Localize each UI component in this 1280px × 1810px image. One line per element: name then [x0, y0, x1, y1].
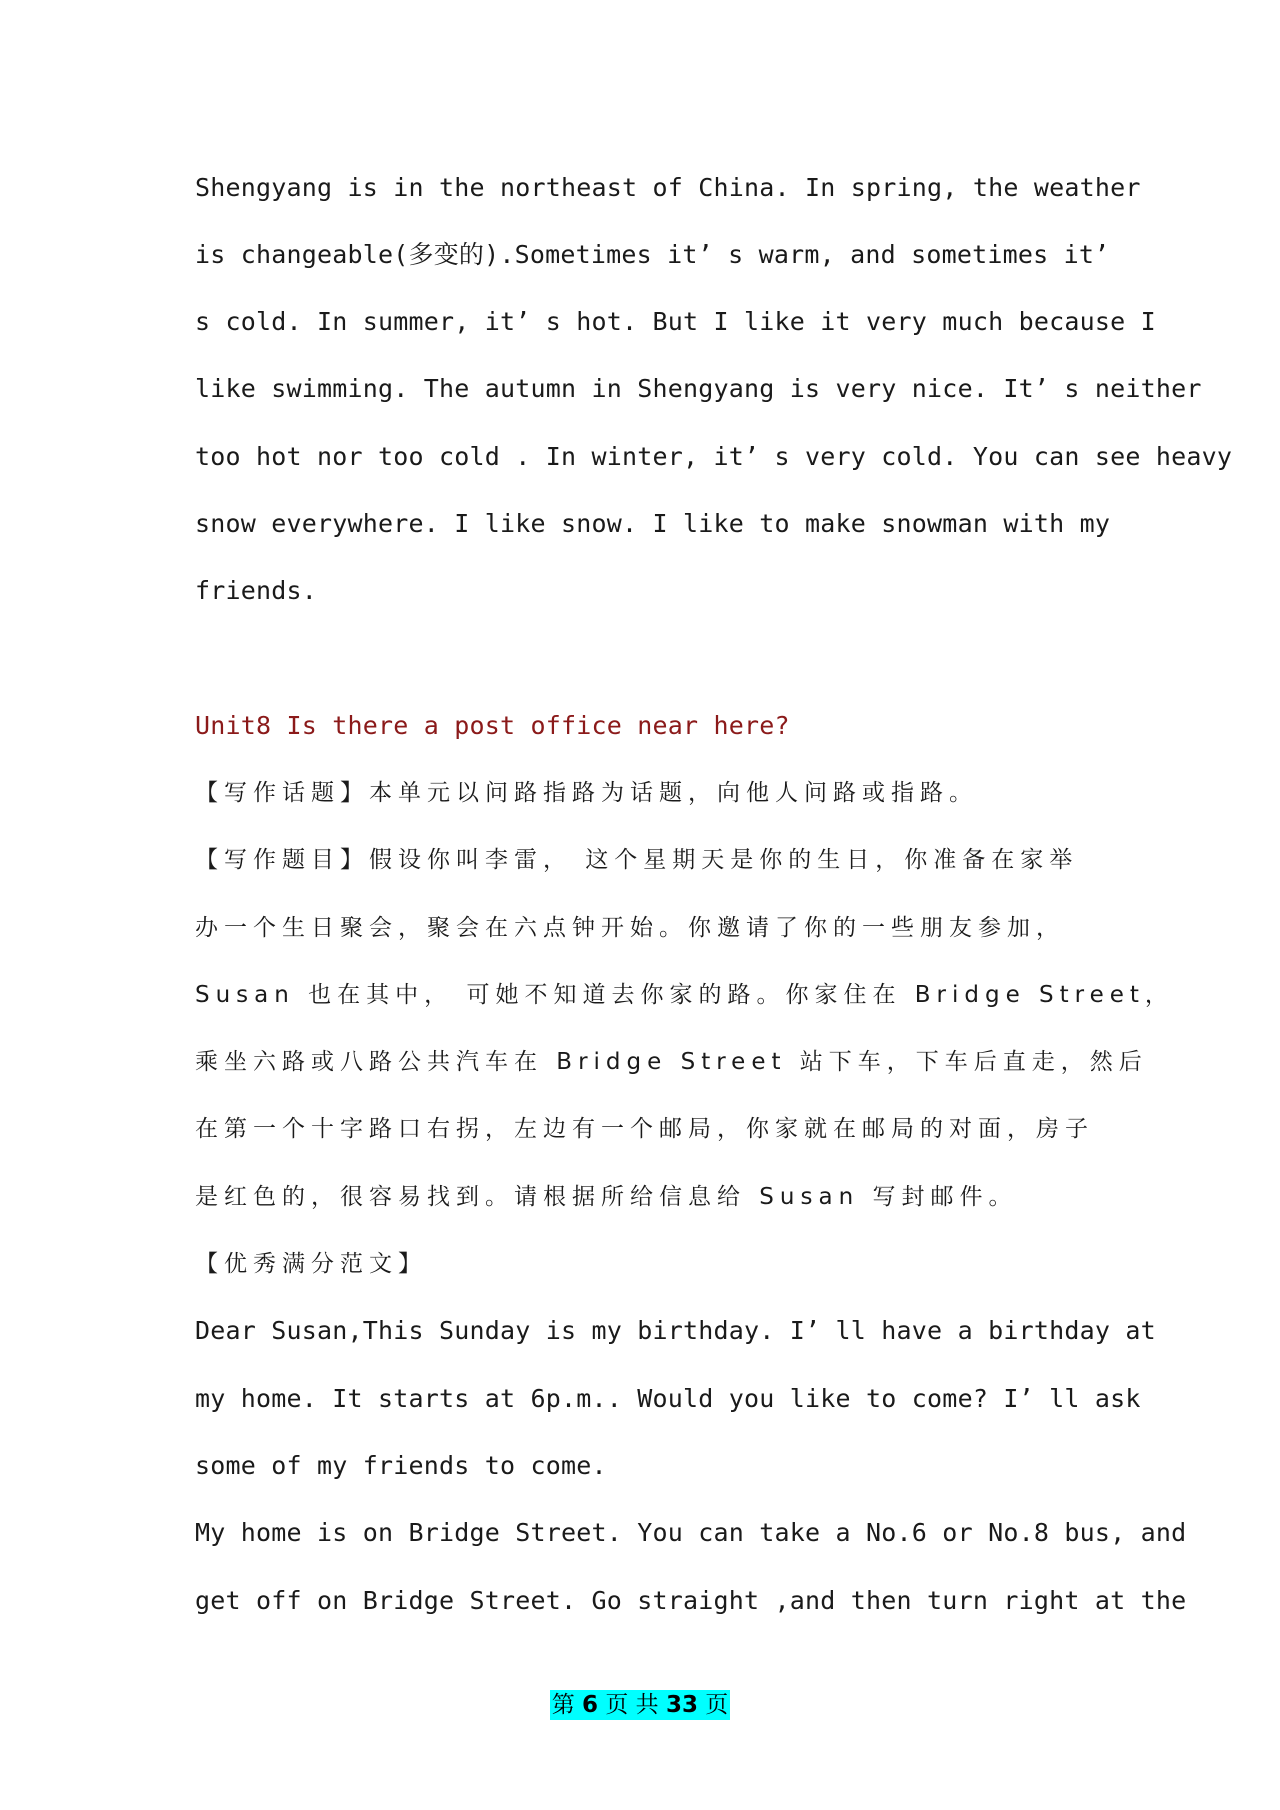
passage-line: is changeable(多变的).Sometimes it’ s warm, and sometimes it’: [195, 240, 1110, 269]
passage-line: too hot nor too cold . In winter, it’ s very cold. You can see heavy: [195, 442, 1233, 471]
sample-essay-line: get off on Bridge Street. Go straight ,and then turn right at the: [195, 1586, 1187, 1615]
writing-topic: 【写作话题】本单元以问路指路为话题，向他人问路或指路。: [195, 780, 978, 806]
passage-line: s cold. In summer, it’ s hot. But I like it very much because I: [195, 307, 1156, 336]
writing-prompt-line: 【写作题目】假设你叫李雷， 这个星期天是你的生日，你准备在家举: [195, 847, 1079, 873]
footer-suffix: 页: [705, 1692, 729, 1718]
writing-prompt-line: 在第一个十字路口右拐，左边有一个邮局，你家就在邮局的对面，房子: [195, 1116, 1094, 1142]
page-footer: [0, 1690, 1280, 1720]
sample-essay-line: My home is on Bridge Street. You can take a No.6 or No.8 bus, and: [195, 1518, 1187, 1547]
page-number-indicator: [550, 1690, 731, 1720]
writing-prompt-line: 是红色的，很容易找到。请根据所给信息给 Susan 写封邮件。: [195, 1184, 1018, 1210]
writing-prompt-line: Susan 也在其中， 可她不知道去你家的路。你家住在 Bridge Street，: [195, 982, 1174, 1008]
footer-prefix: 第: [551, 1692, 575, 1718]
passage-line: friends.: [195, 576, 318, 605]
sample-essay-label: 【优秀满分范文】: [195, 1251, 427, 1277]
passage-line: Shengyang is in the northeast of China. In spring, the weather: [195, 173, 1141, 202]
passage-line: like swimming. The autumn in Shengyang is very nice. It’ s neither: [195, 374, 1202, 403]
passage-line: snow everywhere. I like snow. I like to make snowman with my: [195, 509, 1111, 538]
writing-prompt-line: 办一个生日聚会，聚会在六点钟开始。你邀请了你的一些朋友参加，: [195, 915, 1065, 941]
sample-essay-line: Dear Susan,This Sunday is my birthday. I’ ll have a birthday at: [195, 1316, 1156, 1345]
unit-heading: Unit8 Is there a post office near here?: [195, 711, 790, 740]
footer-middle: 页 共: [605, 1692, 659, 1718]
sample-essay-line: some of my friends to come.: [195, 1451, 607, 1480]
writing-prompt-line: 乘坐六路或八路公共汽车在 Bridge Street 站下车，下车后直走，然后: [195, 1049, 1148, 1075]
current-page-number: 6: [582, 1692, 599, 1718]
total-page-count: 33: [665, 1692, 698, 1718]
sample-essay-line: my home. It starts at 6p.m.. Would you like to come? I’ ll ask: [195, 1384, 1141, 1413]
